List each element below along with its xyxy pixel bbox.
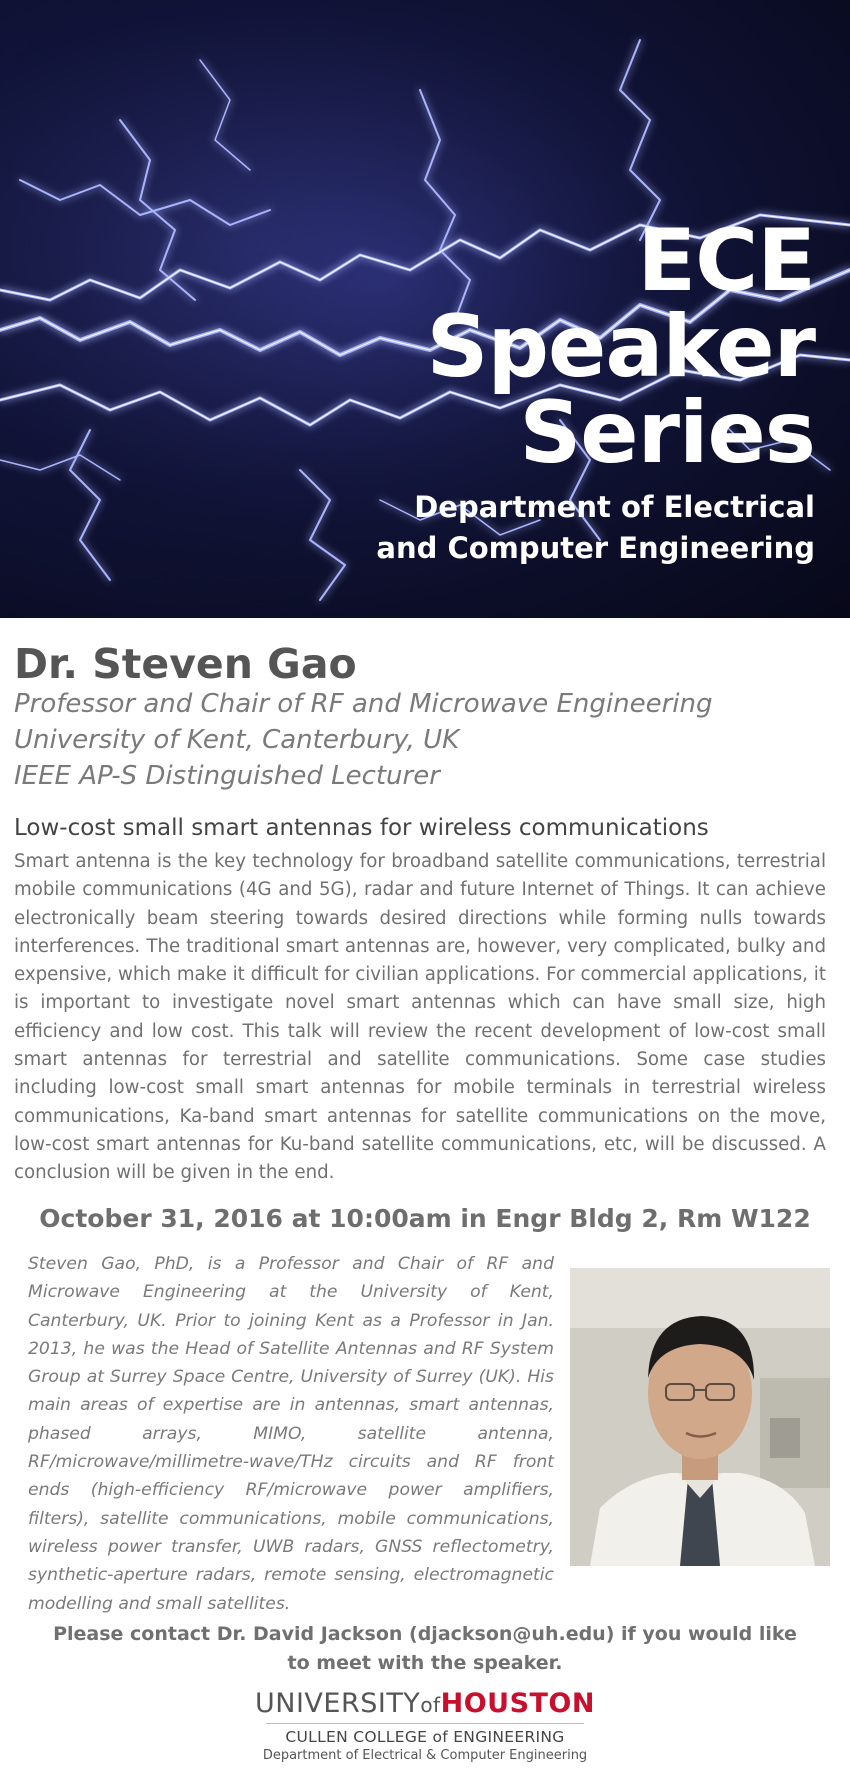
- series-title-line-3: Series: [519, 383, 815, 483]
- speaker-role-1: Professor and Chair of RF and Microwave Engineering: [14, 689, 713, 719]
- speaker-role-2: University of Kent, Canterbury, UK: [14, 725, 460, 755]
- talk-abstract: Smart antenna is the key technology for broadband satellite communications, terrestrial mobile communications (4G and 5G), radar and future Internet of Things. It can achieve electronically beam steering towards desired directions while forming nulls towards interferences. The traditional smart antennas are, however, very complicated, bulky and expensive, which make it difficult for civilian applications. For commercial applications, it is important to investigate novel smart antennas which can have small size, high efficiency and low cost. This talk will review the recent development of low-cost small smart antennas for terrestrial and satellite communications. Some case studies including low-cost small smart antennas for mobile terminals in terrestrial wireless communications, Ka-band smart antennas for satellite communications on the move, low-cost smart antennas for Ku-band satellite communications, etc, will be discussed. A conclusion will be given in the end.: [14, 851, 826, 1184]
- university-wordmark: [0, 1688, 850, 1719]
- logo-divider: [266, 1723, 584, 1724]
- speaker-roles: [14, 686, 712, 794]
- wordmark-of: of: [420, 1693, 441, 1717]
- speaker-photo: [570, 1268, 830, 1566]
- speaker-bio: Steven Gao, PhD, is a Professor and Chair of RF and Microwave Engineering at the University of Kent, Canterbury, UK. Prior to joining Kent as a Professor in Jan. 2013, he was the Head of Satellite Antennas and RF System Group at Surrey Space Centre, University of Surrey (UK). His main areas of expertise are in antennas, smart antennas, phased arrays, MIMO, satellite antenna, RF/microwave/millimetre-wave/THz circuits and RF front ends (high-efficiency RF/microwave power amplifiers, filters), satellite communications, mobile communications, wireless power transfer, UWB radars, GNSS reflectometry, synthetic-aperture radars, remote sensing, electromagnetic modelling and small satellites.: [28, 1254, 554, 1614]
- department-line-1: Department of Electrical: [414, 490, 815, 524]
- talk-title: Low-cost small smart antennas for wireless communications: [14, 815, 709, 841]
- logo-department: Department of Electrical & Computer Engineering: [262, 1748, 588, 1763]
- series-title-line-2: Speaker: [426, 297, 815, 397]
- department-name: [376, 487, 815, 569]
- department-line-2: and Computer Engineering: [376, 531, 815, 565]
- wordmark-university: UNIVERSITY: [255, 1688, 421, 1719]
- speaker-role-3: IEEE AP-S Distinguished Lecturer: [14, 761, 440, 791]
- speaker-name: Dr. Steven Gao: [14, 640, 357, 688]
- contact-note: Please contact Dr. David Jackson (djackson@uh.edu) if you would like to meet with the speaker.: [53, 1623, 797, 1674]
- event-datetime: October 31, 2016 at 10:00am in Engr Bldg 2, Rm W122: [39, 1204, 811, 1233]
- university-logo: [0, 1688, 850, 1763]
- college-name: CULLEN COLLEGE of ENGINEERING: [285, 1728, 565, 1746]
- series-title-line-1: ECE: [637, 211, 815, 311]
- wordmark-houston: HOUSTON: [440, 1688, 595, 1719]
- series-title: [426, 211, 815, 483]
- hero-banner: [0, 0, 850, 618]
